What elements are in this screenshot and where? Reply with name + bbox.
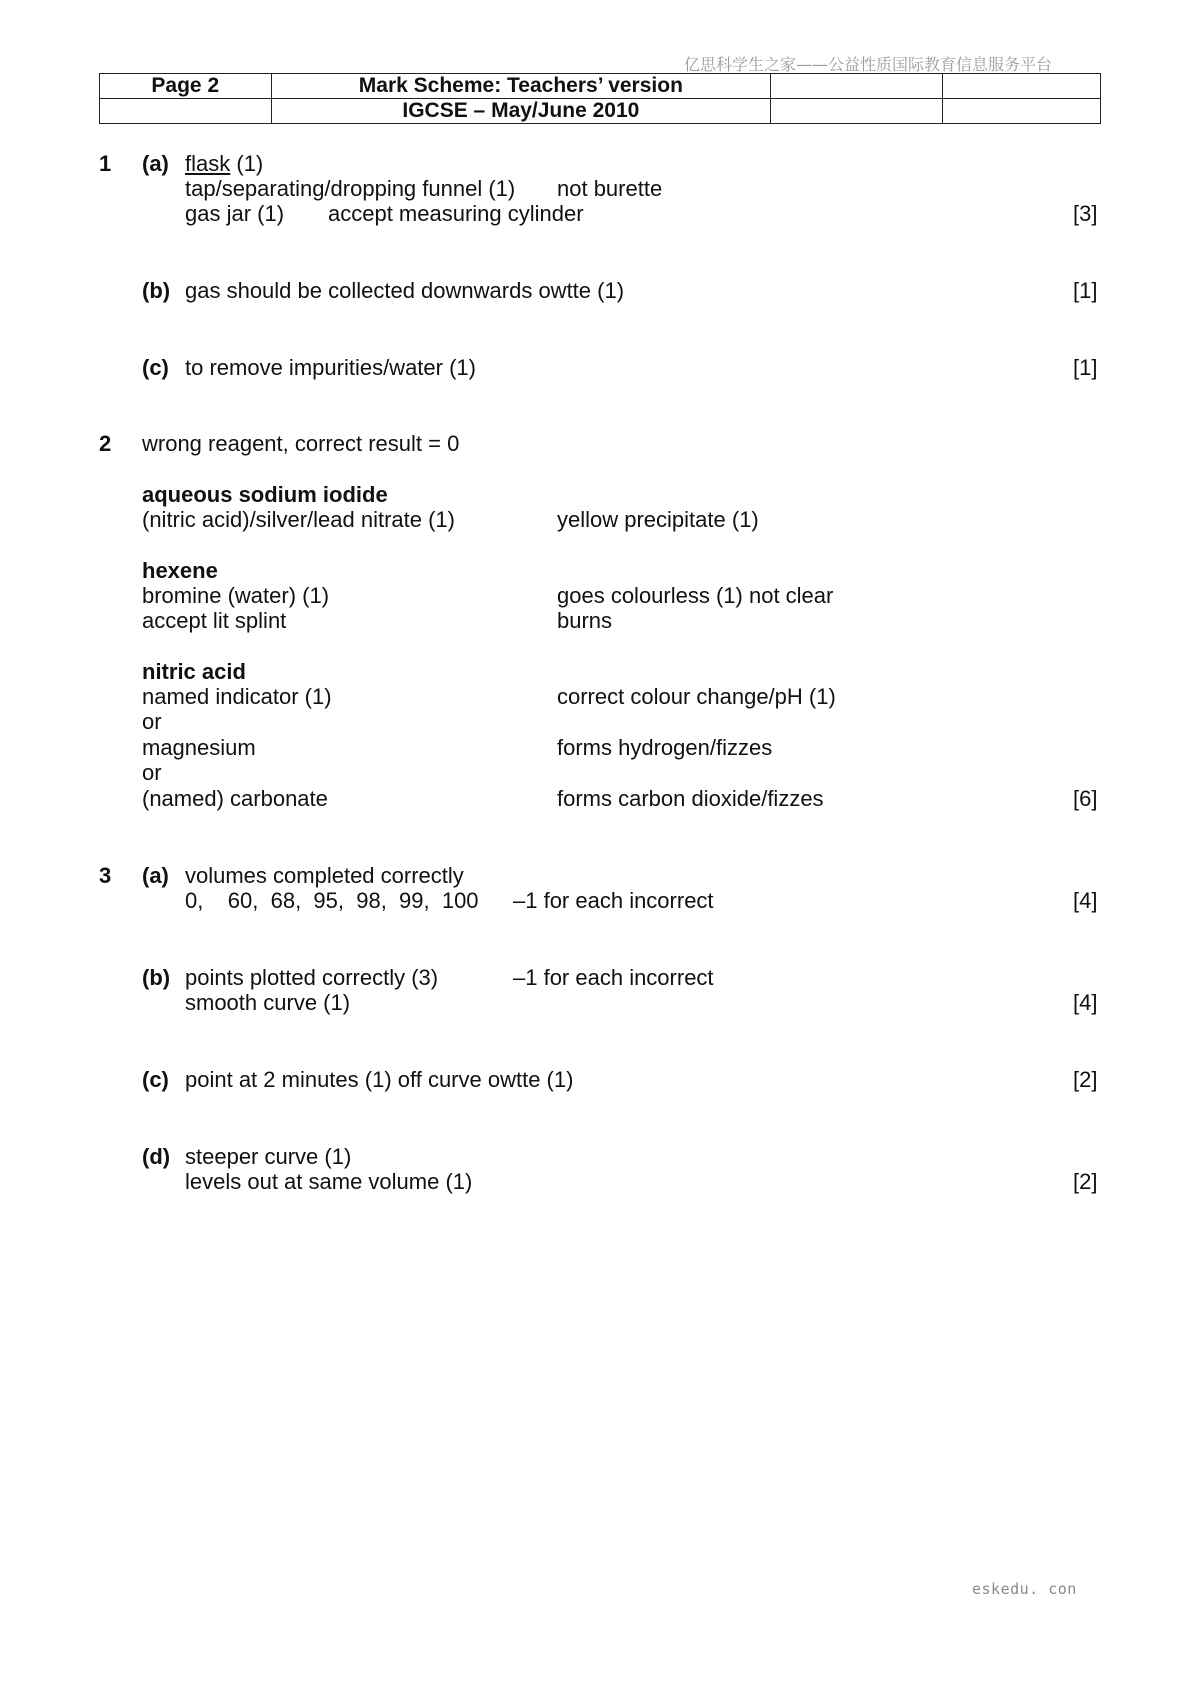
or-text: or [142, 709, 162, 734]
question-number: 2 [99, 431, 112, 456]
answer-line: wrong reagent, correct result = 0 [142, 431, 460, 456]
result-text: goes colourless (1) not clear [557, 583, 834, 608]
test-text: magnesium [142, 735, 256, 760]
marks-total: [6] [1073, 786, 1098, 811]
test-text: accept lit splint [142, 608, 287, 633]
answer-values: 0, 60, 68, 95, 98, 99, 100 [185, 888, 479, 913]
header-empty-cell [771, 99, 942, 124]
watermark-text: 亿思科学生之家——公益性质国际教育信息服务平台 [684, 55, 1053, 74]
marks-total: [4] [1073, 990, 1098, 1015]
marks-total: [4] [1073, 888, 1098, 913]
marks-total: [2] [1073, 1169, 1098, 1194]
marks-total: [3] [1073, 201, 1098, 226]
result-text: correct colour change/pH (1) [557, 684, 836, 709]
result-text: burns [557, 608, 613, 633]
answer-line: to remove impurities/water (1) [185, 355, 476, 380]
part-label: (b) [142, 965, 171, 990]
header-subtitle: IGCSE – May/June 2010 [271, 99, 771, 124]
question-number: 1 [99, 151, 112, 176]
result-text: yellow precipitate (1) [557, 507, 759, 532]
header-empty-cell [100, 99, 272, 124]
answer-line: tap/separating/dropping funnel (1) [185, 176, 516, 201]
part-label: (c) [142, 355, 169, 380]
answer-note: –1 for each incorrect [513, 965, 714, 990]
part-label: (a) [142, 151, 169, 176]
marks-total: [1] [1073, 278, 1098, 303]
result-text: forms hydrogen/fizzes [557, 735, 773, 760]
marks-total: [2] [1073, 1067, 1098, 1092]
part-label: (a) [142, 863, 169, 888]
part-label: (c) [142, 1067, 169, 1092]
section-heading: hexene [142, 558, 218, 583]
test-text: (nitric acid)/silver/lead nitrate (1) [142, 507, 455, 532]
header-title: Mark Scheme: Teachers’ version [271, 74, 771, 99]
header-empty-cell [771, 74, 942, 99]
underlined-answer: flask [185, 151, 231, 176]
answer-line: smooth curve (1) [185, 990, 351, 1015]
answer-line: steeper curve (1) [185, 1144, 352, 1169]
test-text: bromine (water) (1) [142, 583, 330, 608]
header-table [99, 73, 1101, 124]
answer-note: –1 for each incorrect [513, 888, 714, 913]
section-heading: nitric acid [142, 659, 246, 684]
marks-total: [1] [1073, 355, 1098, 380]
answer-line [185, 151, 263, 177]
part-label: (b) [142, 278, 171, 303]
header-empty-cell [942, 99, 1100, 124]
header-empty-cell [942, 74, 1100, 99]
question-number: 3 [99, 863, 112, 888]
part-label: (d) [142, 1144, 171, 1169]
answer-line: levels out at same volume (1) [185, 1169, 473, 1194]
mark-value: (1) [230, 151, 264, 176]
or-text: or [142, 760, 162, 785]
answer-line: points plotted correctly (3) [185, 965, 439, 990]
section-heading: aqueous sodium iodide [142, 482, 388, 507]
answer-line: volumes completed correctly [185, 863, 464, 888]
answer-note: not burette [557, 176, 663, 201]
test-text: named indicator (1) [142, 684, 332, 709]
answer-line: gas jar (1) [185, 201, 285, 226]
answer-note: accept measuring cylinder [328, 201, 584, 226]
result-text: forms carbon dioxide/fizzes [557, 786, 824, 811]
footer-text: eskedu. con [972, 1580, 1077, 1598]
answer-line: gas should be collected downwards owtte (1) [185, 278, 625, 303]
answer-line: point at 2 minutes (1) off curve owtte (1) [185, 1067, 574, 1092]
test-text: (named) carbonate [142, 786, 328, 811]
header-page: Page 2 [100, 74, 272, 99]
